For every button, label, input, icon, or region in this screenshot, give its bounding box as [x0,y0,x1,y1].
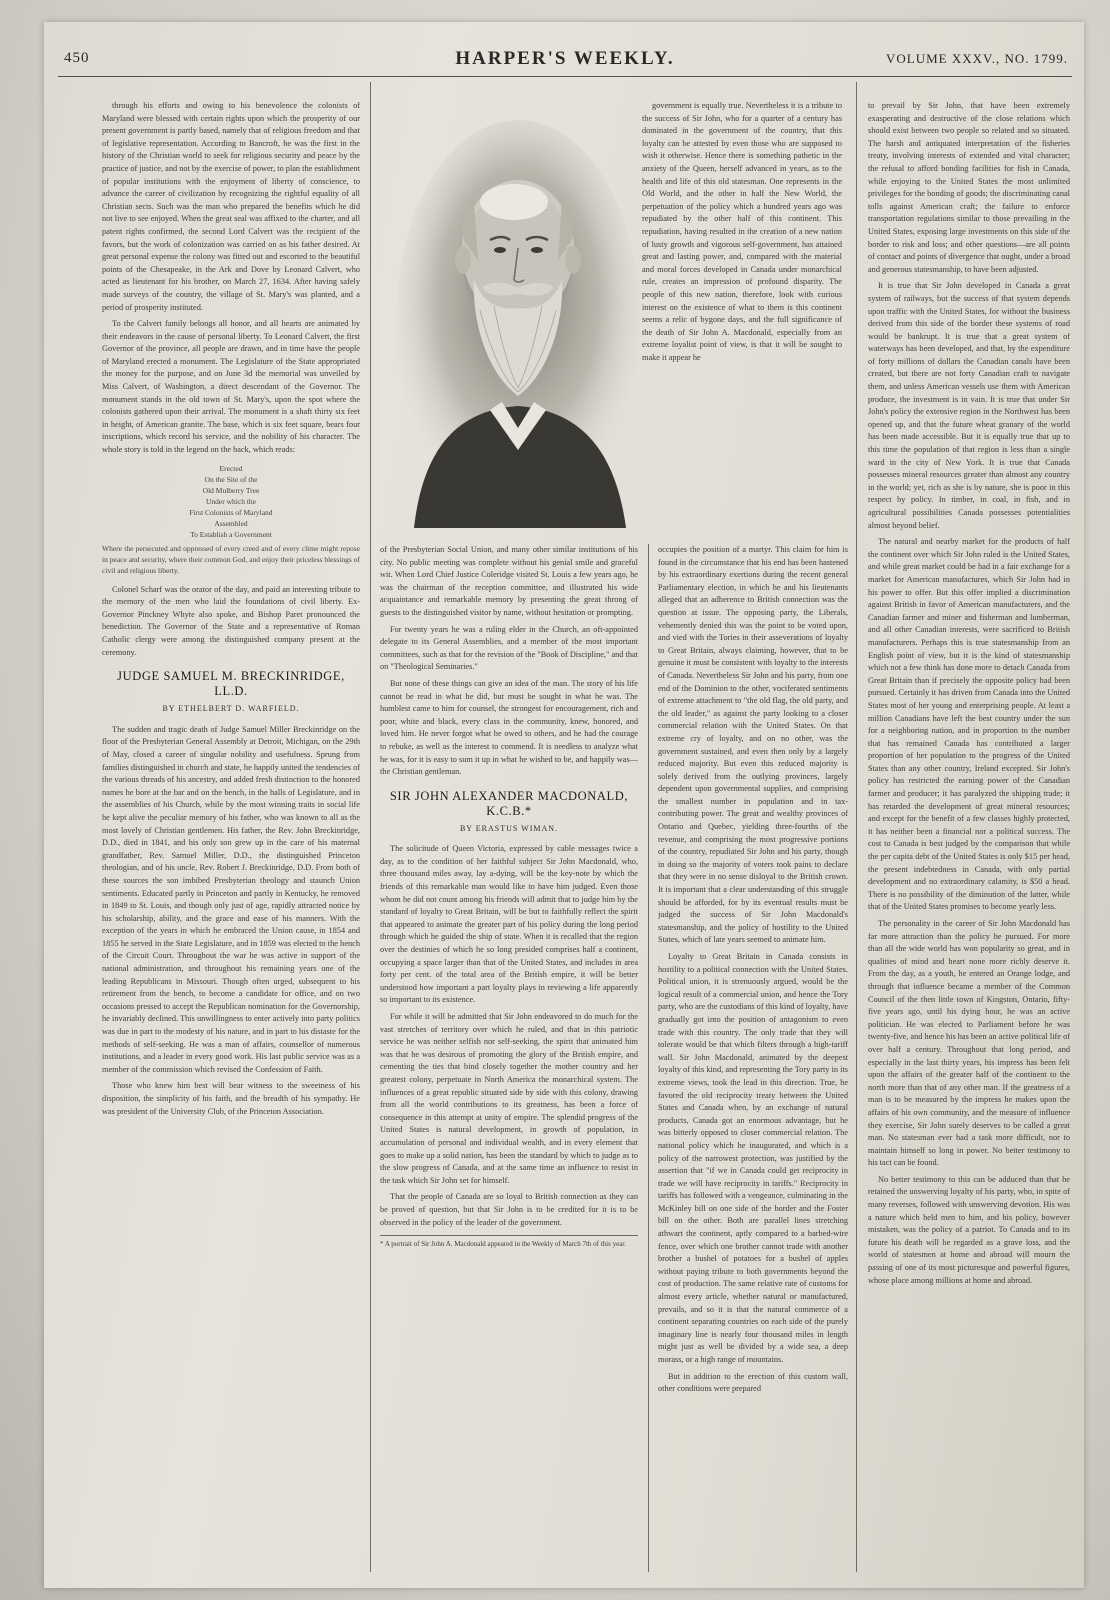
inscription-line: To Establish a Government [190,529,272,539]
paragraph: But in addition to the erection of this custom wall, other conditions were prepared [658,1371,848,1394]
paragraph: It is true that Sir John developed in Canada a great system of railways, but the success of that system depends upon traffic with the United States, for without the business derived from this side of the border these systems of road would be bankrupt. It is true that a great system of waterways has been developed, and that, by the expenditure of forty millions of dollars the Canadian canals have been created, but there are not forty Canadian craft to navigate them, and unless American vessels use them with American produce, the investment is in vain. It is true that under Sir John's policy the extensive region in the Northwest has been opened up, and that the future wheat granary of the world has been made accessible. But it is equally true that up to this time the population of that region is less than a single ward in the city of New York. It is true that Canada possesses mineral resources greater than almost any country in the world; yet, rich as she is by nature, she is poor in this respect by policy. In timber, in coal, in fish, and in agricultural possibilities Canada possesses potentialities almost beyond belief. [868,281,1070,530]
paragraph: government is equally true. Nevertheless it is a tribute to the success of Sir John, who for a quarter of a century has dominated in the government of the country, that this loyalty can be attested by even those who are supposed to wish it otherwise. Hence there is something pathetic in the anxiety of the Queen, herself advanced in years, as to the health and life of this old statesman. One represents in the Old World, and the other in half the New World, the perpetuation of the policy which a hundred years ago was repudiated by the other half of this continent. This repudiation, having resulted in the creation of a new nation of lusty growth and vigorous self-government, has attained great and lasting power, and, compared with the material and moral forces developed in Canada under monarchical rule, creates an impression of profound disparity. The people of this new nation, therefore, look with curious interest on the existence of what to them is this continent seems a relic of bygone days, and the full significance of the death of Sir John A. Macdonald, especially from an extreme loyalist point of view, is that it will be sought to make it appear he [642,101,842,362]
inscription-line: First Colonists of Maryland [189,507,273,517]
column-4 [868,100,1070,1568]
paragraph: For while it will be admitted that Sir John endeavored to do much for the vast stretches of territory over which he ruled, and that in this patriotic service he was neither selfish nor self-seeking, the spirit that animated him was that he was desirous of promoting the glory of the British empire, and cementing the ties that bind closely together the mother country and her greatest colony, perpetuate in North America the monarchical system. The influences of a great republic situated side by side with this colony, drawing from all the world contributions to its greatness, has been a force of consequence in this attempt at unity of empire. The splendid progress of the United States is natural development, in growth of population, in accumulation of personal and individual wealth, and in every element that goes to make up a solid nation, has been the standard by which to judge as to the slow progress of Canada, and at the same time an influence to resist in the task which Sir John set for himself. [380,1012,638,1185]
column-3-lower [658,544,848,1569]
inscription-line: Assembled [214,518,248,528]
inscription-line: Under which the [206,496,256,506]
paragraph: Loyalty to Great Britain in Canada consists in hostility to a political connection with the United States. Political union, it is strenuously argued, would be the logical result of a commercial union, and hence the Tory party, who are the custodians of this kind of loyalty, have gradually got into the position of antagonism to even trade with this country. The only trade that they will tolerate would be that which filters through a high-tariff wall. Sir John Macdonald, animated by the deepest loyalty of this kind, and representing the Tory party in its extreme views, took the lead in this direction. True, he favored the old reciprocity treaty between the United States and Canada when, by an exchange of natural products, Canada got an enormous advantage, but he was bitterly opposed to closer commercial relation. The national policy which he inaugurated, and which is a policy of the narrowest protection, was justified by the assertion that "if we in Canada could get reciprocity in trade we will have reciprocity in tariffs." Reciprocity in tariffs has followed with a vengeance, culminating in the McKinley bill on one side of the border and the Foster bill on the other. Both are parallel lines stretching athwart the continent, aptly compared to a barbed-wire fence, over which one brother cannot trade with another brother a bushel of potatoes for a bushel of apples without paying tribute to both governments beyond the cost of production. The same relative rate of customs for almost every article, whether natural or manufactured, prevails, and so it is that the natural commerce of a continent separating countries on each side of the purely imaginary line is nearly four thousand miles in length might just as well be divided by a wide sea, a deep morass, or a high range of mountains. [658,952,848,1364]
paragraph: No better testimony to this can be adduced than that he retained the unswerving loyalty of his party, who, in spite of many reverses, followed with unswerving devotion. His was a nature which held men to him, and his policy, however mistaken, was the policy of a patriot. To Canada and to its future his death will be regarded as a grave loss, and the world of statesmen at home and abroad will mourn the passing of one of its most picturesque and powerful figures, whose place among millions at home and abroad. [868,1174,1070,1285]
article-byline: BY ERASTUS WIMAN. [459,823,559,833]
paragraph: to prevail by Sir John, that have been extremely exasperating and destructive of the close relations which should exist between two people so related and so situated. The harsh and antiquated interpretation of the fisheries treaty, involving interests of extended and vital character; the refusal to afford bonding facilities for fish in Canada, while enjoying to the United States the most unlimited privileges for the bonding of goods; the discriminating canal tolls against American craft; the failure to enforce transportation regulations similar to those prevailing in the United States, exposing large investments on this side of the border to risk and loss; and other questions—are all points of contact and points of divergence that ought, under a broad and generous statesmanship, to have been adjusted. [868,101,1070,274]
inscription-line: Erected [219,463,243,473]
paragraph: The personality in the career of Sir John Macdonald has far more attraction than the policy he pursued. For more than all the wide world has won popularity so great, and in qualities of mind and heart none more richly deserve it. From the day, as a youth, he entered an Orange lodge, and through that influence became a member of the Common Council of the then little town of Kingston, Ontario, fifty-five years ago, until his dying hour, he was an active politician. He was elected to Parliament before he was twenty-five, and hence his has been an active political life of over half a century. Throughout that long period, and especially in the last thirty years, his impress has been felt upon the affairs of the greater half of the continent to the north more than that of any other man. If the greatness of a man is to be measured by the impress he makes upon the affairs of his own community, and the measure of influence they exercise, Sir John surely deserves to be called a great man. No statesman ever had a task more difficult, nor to maintain himself so long in power. No better testimony to his tact can be found. [868,919,1070,1168]
column-divider [856,82,857,1572]
paragraph: occupies the position of a martyr. This claim for him is found in the circumstance that his end has been hastened by his extraordinary exertions during the recent general Parliamentary election, in which he and his lieutenants alleged that an adherence to British connection was the question at issue. The opposing party, the Liberals, vehemently denied this was the point to be voted upon, and vied with the Tories in their asseverations of loyalty to Great Britain, always claiming, however, that to be genuine it must be consistent with loyalty to the interests of Canada. Nevertheless Sir John and his party, from one end of the Dominion to the other, vociferated sentiments of extreme attachment to "the old flag, the old party, and the old leader," as against the party looking to a closer commercial relation with the United States. On that extreme cry of loyalty, and on no other, was the government sustained, and even then only by a largely reduced majority. But even this reduced majority is solely derived from the outlying provinces, largely dependent upon governmental supplies, and comprising the smallest number in population and in tax-contributing power. The great and wealthy provinces of Ontario and Quebec, yielding three-fourths of the revenue, and comprising the most progressive portions of the country, repudiated Sir John and his party, though in doing so the majority of voters took pains to declare that they were in no sense disloyal to the British crown. It is important that a clear understanding of this struggle should be afforded, for by its eventual results must be judged the success of Sir John Macdonald's statesmanship, and the policy of hostility to the United States, which of late years seemed to animate him. [658,545,848,945]
column-2 [380,544,638,1569]
article-headline: JUDGE SAMUEL M. BRECKINRIDGE, LL.D. [117,669,345,699]
inscription-line: Old Mulberry Tree [202,485,260,495]
page-number: 450 [64,50,90,66]
paragraph: The natural and nearby market for the products of half the continent over which Sir John ruled is the United States, and while great market could be had in a fair exchange for a market for American manufactures, which Sir John had in his power to offer. But this offer implied a discrimination against British in favor of American manufacturers, and the Canadian farmer and miner and fisherman and lumberman, and all other Canadian interests, were sacrificed to British manufacturers. Perhaps this is true statesmanship from an English point of view, but it is the kind of statesmanship which not a few think has done more to detach Canada from Great Britain than if precisely the opposite policy had been pursued. Certainly it has driven from Canada into the United States most of her young and enterprising people. At least a million Canadians have left the best country under the sun for a neighboring nation, and in proportion to the number that has remained Canada has contributed a larger proportion of her population to the progress of the United States than any other country, Ireland excepted. Sir John's policy has restricted the earning power of the Canadian farmer and producer; it has paralyzed the shipping trade; it has retarded the development of great mineral resources; and except for the benefit of a few classes highly protected, it has neither been a financial nor a political success. The cost to Canada is best judged by the comparison that while the per capita debt of the United States is only $15 per head, the present indebtedness in Canada, with only partial development and no extraordinary calamity, is $50 a head. There is no possibility of the diminution of the latter, while that of the United States promises to become yearly less. [868,537,1070,912]
paragraph: through his efforts and owing to his benevolence the colonists of Maryland were blessed with certain rights upon which the prosperity of our present government is partly based, namely that of religious freedom and that of legislative representation. According to Bancroft, he was the first in the history of the Christian world to seek for religious security and peace by the practice of justice, and not by the exercise of power, to plan the establishment of popular institutions with the enjoyment of liberty of conscience, to advance the career of civilization by recognizing the rightful equality of all Christian sects. Such was the man who prepared the benefits which he did not live to see enjoyed. When the great seal was affixed to the charter, and all patent rights confirmed, the second Lord Calvert was the recipient of the favors, but the work of colonization was carried on as his father desired. At great personal expense the colony was fitted out and escorted to the beautiful points of the Chesapeake, in the Ark and Dove by Leonard Calvert, who acted as lieutenant for his brother, on March 27, 1634. After having safely made surveys of the country, the village of St. Mary's was planted, and a period of prosperity instituted. [102,101,360,312]
newspaper-page [44,22,1084,1588]
portrait-caption: JUDGE SAMUEL M. BRECKINRIDGE, LL.D. [427,520,609,529]
article-byline: BY ETHELBERT D. WARFIELD. [162,704,300,714]
issue-number: VOLUME XXXV., NO. 1799. [885,51,1068,66]
page-header [58,50,1072,72]
column-1 [102,100,360,1568]
masthead: HARPER'S WEEKLY. [455,48,675,69]
paragraph: The solicitude of Queen Victoria, expressed by cable messages twice a day, as to the condition of her faithful subject Sir John Macdonald, who, three thousand miles away, lay a-dying, will be the key-note by which the friends of this remarkable man would like to have him judged. Even those whom he did not count among his friends will admit that to judge him by the standard of loyalty to Great Britain, will be but to faithfully reflect the spirit that appeared to animate the greater part of his policy during the long period through which he guided the ship of state. When it is recalled that the region over the destinies of which he so long presided comprises half a continent, occupying a space larger than that of the United States, and includes in area forty per cent. of the total area of the British empire, it will be better understood how important a part loyalty plays in reviewing a life apparently so important to its existence. [380,844,638,1005]
column-3-upper [642,100,842,540]
paragraph: of the Presbyterian Social Union, and many other similar institutions of his city. No public meeting was complete without his genial smile and graceful wit. When Lord Chief Justice Coleridge visited St. Louis a few years ago, he was the chairman of the reception committee, and illustrated his wide acquaintance and remarkable memory by presenting the great throng of guests to the distinguished visitor by name, without hesitation or prompting. [380,545,638,617]
inscription-text: Where the persecuted and oppressed of every creed and of every clime might repose in peace and security, where their common God, and enjoy their priceless blessings of civil and religious liberty. [102,543,360,575]
paragraph: Those who knew him best will bear witness to the sweetness of his disposition, the simplicity of his faith, and the breadth of his sympathy. He was president of the University Club, of the Princeton Association. [102,1081,360,1116]
paragraph: That the people of Canada are so loyal to British connection as they can be proved of question, but that Sir John is to be credited for it is to be observed in the policy of the leader of the government. [380,1192,638,1227]
footnote: * A portrait of Sir John A. Macdonald appeared in the Weekly of March 7th of this year. [380,1235,638,1249]
paragraph: For twenty years he was a ruling elder in the Church, an oft-appointed delegate to its General Assemblies, and a member of the most important committees, such as that for the revision of the "Book of Discipline," and that on "Theological Seminaries." [380,624,638,672]
inscription-line: On the Site of the [204,474,258,484]
portrait-illustration [394,110,642,528]
paragraph: To the Calvert family belongs all honor, and all hearts are animated by their endeavors in the cause of personal liberty. To Leonard Calvert, the first Governor of the province, all people are drawn, and in time have the people of Maryland erected a monument. The Legislature of the State appropriated the money for the purpose, and on June 3d the memorial was unveiled by Miss Calvert, of Washington, a direct descendant of the Governor. The monument stands in the old town of St. Mary's, upon the spot where the colonists gathered upon their arrival. The monument is a shaft thirty six feet in height, of American granite. The base, which is six feet square, bears four inscriptions, which record his service, and the nobility of his character. The whole story is told in the legend on the back, which reads: [102,319,360,455]
monument-inscription [102,463,360,576]
column-divider [648,544,649,1572]
paragraph: The sudden and tragic death of Judge Samuel Miller Breckinridge on the floor of the Presbyterian General Assembly at Detroit, Michigan, on the 29th of May, closed a career of singular nobility and usefulness. Sprung from families distinguished in church and state, he happily united the tendencies of the various threads of his ancestry, and added fresh distinction to the honored names he bore at the bar and on the bench, in the halls of Legislature, and in the assemblies of his Church, while by the most winning traits in social life he kept alive the peculiar memory of his father, who was known to all as the most lovely of Christian gentlemen. His father, the Rev. John Breckinridge, D.D., died in 1841, and his only son grew up in the care of his maternal grandfather, Rev. Samuel Miller, D.D., the distinguished Princeton theologian, and of his uncle, Rev. Robert J. Breckinridge, D.D. From both of these sources the son imbibed Presbyterian theology and staunch Union sentiments. Educated partly in Princeton and partly in Kentucky, he removed in 1849 to St. Louis, and though only just of age, rapidly attracted notice by his scholarship, ability, and the grace and ease of his manners. With the exception of the years in which he embraced the Union cause, in 1854 and 1855 he served in the State Legislature, and in 1859 was elected to the bench of the Circuit Court. Throughout the war he was active in support of the national administration, and throughout his remaining years one of the leading Republicans in Missouri. Though often urged, subsequent to his retirement from the bench, to become a candidate for office, and on two occasions pressed to accept the Republican nomination for the Governorship, he invariably declined. This unwillingness to enter actively into party politics was due in part to the modesty of his nature, and in part to his distaste for the methods of self-seeking. He was a man of affairs, counsellor of numerous institutions, and a leader in every good work. His last public service was as a member of the commission which revised the Confession of Faith. [102,724,360,1074]
paragraph: Colonel Scharf was the orator of the day, and paid an interesting tribute to the memory of the men who laid the foundations of civil liberty. Ex-Governor Pinckney Whyte also spoke, and Bishop Paret pronounced the benediction. The Governor of the State and a representative of Roman Catholic clergy were among the distinguished company present at the ceremony. [102,584,360,657]
paragraph: But none of these things can give an idea of the man. The story of his life cannot be read in what he did, but must be sought in what he was. The humblest came to him for counsel, the strongest for encouragement, rich and poor, white and black, every class in the community, knew, honored, and loved him. He never forgot what he owed to others, and he had the courage to rebuke, as well as the interest to commend. It is needless to analyze what he was, for it is easy to sum it up in what he wished to be, and happily was—the Christian gentleman. [380,678,638,777]
column-divider [370,82,371,1572]
article-headline: SIR JOHN ALEXANDER MACDONALD, K.C.B.* [389,788,629,818]
header-rule [58,76,1072,77]
portrait-engraving [394,110,642,528]
